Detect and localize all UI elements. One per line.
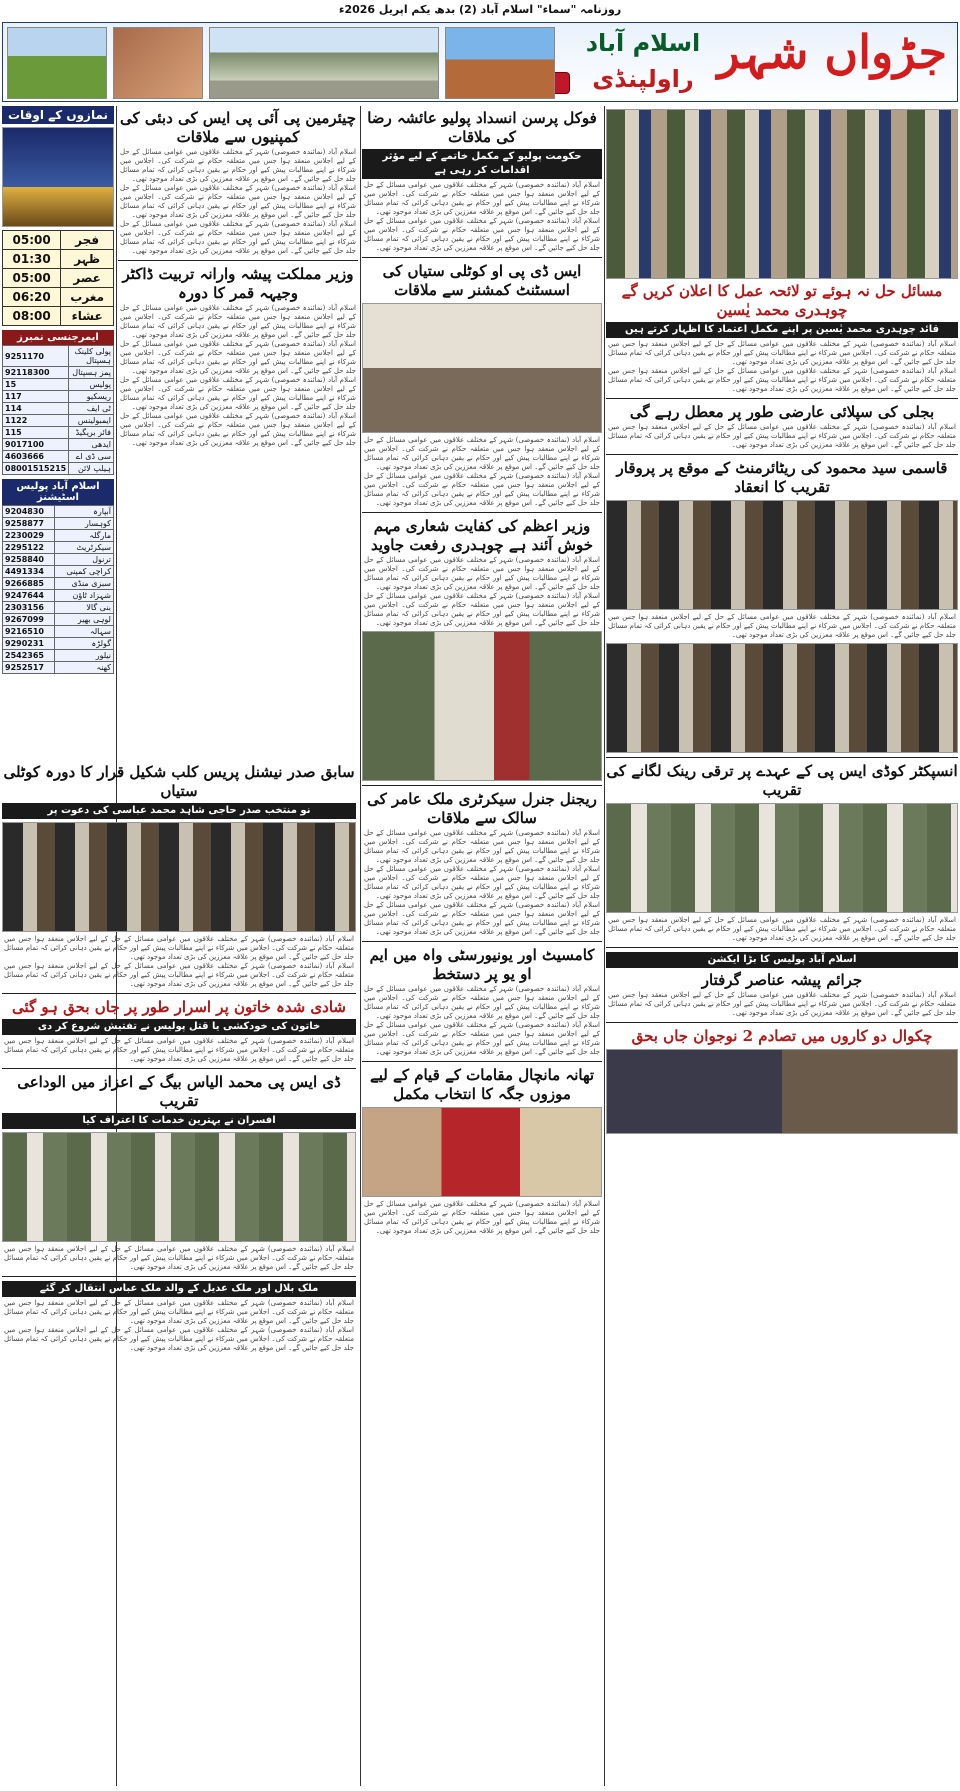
column-b [118,106,358,756]
station-number: 9290231 [3,638,55,650]
prayer-row [3,288,114,307]
prayer-name: عشاء [61,307,114,326]
news-photo [362,631,602,781]
article-text: اسلام آباد (نمائندہ خصوصی) شہر کے مختلف علاقوں میں عوامی مسائل کے حل کے لیے اجلاس منعقد ہوا جس میں متعلقہ حکام نے شرکت کی۔ اجلاس میں شرکاء نے اپنے مطالبات پیش کیے اور حکام نے یقین دہانی کرائی کہ تمام مسائل جلد حل کیے جائیں گے۔ اس موقع پر علاقہ معززین کی بڑی تعداد موجود تھی۔ [120,376,356,411]
article-text: اسلام آباد (نمائندہ خصوصی) شہر کے مختلف علاقوں میں عوامی مسائل کے حل کے لیے اجلاس منعقد ہوا جس میں متعلقہ حکام نے شرکت کی۔ اجلاس میں شرکاء نے اپنے مطالبات پیش کیے اور حکام نے یقین دہانی کرائی کہ تمام مسائل جلد حل کیے جائیں گے۔ اس موقع پر علاقہ معززین کی بڑی تعداد موجود تھی۔ [120,304,356,339]
table-row [3,578,114,590]
article-text: اسلام آباد (نمائندہ خصوصی) شہر کے مختلف علاقوں میں عوامی مسائل کے حل کے لیے اجلاس منعقد ہوا جس میں متعلقہ حکام نے شرکت کی۔ اجلاس میں شرکاء نے اپنے مطالبات پیش کیے اور حکام نے یقین دہانی کرائی کہ تمام مسائل جلد حل کیے جائیں گے۔ اس موقع پر علاقہ معززین کی بڑی تعداد موجود تھی۔ [4,1299,354,1325]
article-text: اسلام آباد (نمائندہ خصوصی) شہر کے مختلف علاقوں میں عوامی مسائل کے حل کے لیے اجلاس منعقد ہوا جس میں متعلقہ حکام نے شرکت کی۔ اجلاس میں شرکاء نے اپنے مطالبات پیش کیے اور حکام نے یقین دہانی کرائی کہ تمام مسائل جلد حل کیے جائیں گے۔ اس موقع پر علاقہ معززین کی بڑی تعداد موجود تھی۔ [364,829,600,864]
station-number: 2230029 [3,530,55,542]
headline: بجلی کی سپلائی عارضی طور پر معطل رہے گی [629,403,935,421]
station-name: کراچی کمپنی [55,566,114,578]
article-text: اسلام آباد (نمائندہ خصوصی) شہر کے مختلف علاقوں میں عوامی مسائل کے حل کے لیے اجلاس منعقد ہوا جس میں متعلقہ حکام نے شرکت کی۔ اجلاس میں شرکاء نے اپنے مطالبات پیش کیے اور حکام نے یقین دہانی کرائی کہ تمام مسائل جلد حل کیے جائیں گے۔ اس موقع پر علاقہ معززین کی بڑی تعداد موجود تھی۔ [364,181,600,216]
prayer-name: مغرب [61,288,114,307]
divider [606,757,958,758]
emergency-number: 08001515215 [3,463,69,475]
table-row [3,590,114,602]
article-text: اسلام آباد (نمائندہ خصوصی) شہر کے مختلف علاقوں میں عوامی مسائل کے حل کے لیے اجلاس منعقد ہوا جس میں متعلقہ حکام نے شرکت کی۔ اجلاس میں شرکاء نے اپنے مطالبات پیش کیے اور حکام نے یقین دہانی کرائی کہ تمام مسائل جلد حل کیے جائیں گے۔ اس موقع پر علاقہ معززین کی بڑی تعداد موجود تھی۔ [364,1200,600,1235]
table-row [3,451,114,463]
article-text: اسلام آباد (نمائندہ خصوصی) شہر کے مختلف علاقوں میں عوامی مسائل کے حل کے لیے اجلاس منعقد ہوا جس میں متعلقہ حکام نے شرکت کی۔ اجلاس میں شرکاء نے اپنے مطالبات پیش کیے اور حکام نے یقین دہانی کرائی کہ تمام مسائل جلد حل کیے جائیں گے۔ اس موقع پر علاقہ معززین کی بڑی تعداد موجود تھی۔ [608,613,956,639]
divider [362,941,602,942]
divider [2,1068,356,1069]
divider [362,257,602,258]
headline: وزیر اعظم کی کفایت شعاری مہم خوش آئند ہے چوہدری رفعت جاوید [371,517,593,554]
table-row [3,626,114,638]
prayer-row [3,269,114,288]
headline: شادی شدہ خاتون پر اسرار طور پر جاں بحق ہو گئی [12,998,346,1016]
divider [362,1061,602,1062]
station-name: ترنول [55,554,114,566]
article-text: اسلام آباد (نمائندہ خصوصی) شہر کے مختلف علاقوں میں عوامی مسائل کے حل کے لیے اجلاس منعقد ہوا جس میں متعلقہ حکام نے شرکت کی۔ اجلاس میں شرکاء نے اپنے مطالبات پیش کیے اور حکام نے یقین دہانی کرائی کہ تمام مسائل جلد حل کیے جائیں گے۔ اس موقع پر علاقہ معززین کی بڑی تعداد موجود تھی۔ [364,472,600,507]
divider [606,398,958,399]
article-text: اسلام آباد (نمائندہ خصوصی) شہر کے مختلف علاقوں میں عوامی مسائل کے حل کے لیے اجلاس منعقد ہوا جس میں متعلقہ حکام نے شرکت کی۔ اجلاس میں شرکاء نے اپنے مطالبات پیش کیے اور حکام نے یقین دہانی کرائی کہ تمام مسائل جلد حل کیے جائیں گے۔ اس موقع پر علاقہ معززین کی بڑی تعداد موجود تھی۔ [4,935,354,961]
article-text: اسلام آباد (نمائندہ خصوصی) شہر کے مختلف علاقوں میں عوامی مسائل کے حل کے لیے اجلاس منعقد ہوا جس میں متعلقہ حکام نے شرکت کی۔ اجلاس میں شرکاء نے اپنے مطالبات پیش کیے اور حکام نے یقین دہانی کرائی کہ تمام مسائل جلد حل کیے جائیں گے۔ اس موقع پر علاقہ معززین کی بڑی تعداد موجود تھی۔ [120,412,356,447]
emergency-name: ہیلپ لائن [69,463,114,475]
column-a [2,106,114,674]
news-photo [606,1049,958,1134]
prayer-name: فجر [61,231,114,250]
station-number: 9266885 [3,578,55,590]
article-text: اسلام آباد (نمائندہ خصوصی) شہر کے مختلف علاقوں میں عوامی مسائل کے حل کے لیے اجلاس منعقد ہوا جس میں متعلقہ حکام نے شرکت کی۔ اجلاس میں شرکاء نے اپنے مطالبات پیش کیے اور حکام نے یقین دہانی کرائی کہ تمام مسائل جلد حل کیے جائیں گے۔ اس موقع پر علاقہ معززین کی بڑی تعداد موجود تھی۔ [364,1021,600,1056]
article-text: اسلام آباد (نمائندہ خصوصی) شہر کے مختلف علاقوں میں عوامی مسائل کے حل کے لیے اجلاس منعقد ہوا جس میں متعلقہ حکام نے شرکت کی۔ اجلاس میں شرکاء نے اپنے مطالبات پیش کیے اور حکام نے یقین دہانی کرائی کہ تمام مسائل جلد حل کیے جائیں گے۔ اس موقع پر علاقہ معززین کی بڑی تعداد موجود تھی۔ [4,1326,354,1352]
article-text: اسلام آباد (نمائندہ خصوصی) شہر کے مختلف علاقوں میں عوامی مسائل کے حل کے لیے اجلاس منعقد ہوا جس میں متعلقہ حکام نے شرکت کی۔ اجلاس میں شرکاء نے اپنے مطالبات پیش کیے اور حکام نے یقین دہانی کرائی کہ تمام مسائل جلد حل کیے جائیں گے۔ اس موقع پر علاقہ معززین کی بڑی تعداد موجود تھی۔ [608,340,956,366]
stations-table [2,505,114,674]
emergency-name: سی ڈی اے [69,451,114,463]
article-text: اسلام آباد (نمائندہ خصوصی) شہر کے مختلف علاقوں میں عوامی مسائل کے حل کے لیے اجلاس منعقد ہوا جس میں متعلقہ حکام نے شرکت کی۔ اجلاس میں شرکاء نے اپنے مطالبات پیش کیے اور حکام نے یقین دہانی کرائی کہ تمام مسائل جلد حل کیے جائیں گے۔ اس موقع پر علاقہ معززین کی بڑی تعداد موجود تھی۔ [120,184,356,219]
prayer-table [2,230,114,326]
station-number: 9258877 [3,518,55,530]
subheadline: خاتون کی خودکشی یا قتل پولیس نے تفتیش شروع کر دی [2,1019,356,1035]
station-number: 9216510 [3,626,55,638]
headline: ایس ڈی پی او کوٹلی ستیاں کی اسسٹنٹ کمشنر سے ملاقات [382,262,582,299]
headline: فوکل پرسن انسداد پولیو عائشہ رضا کی ملاقات [367,109,597,146]
article-text: اسلام آباد (نمائندہ خصوصی) شہر کے مختلف علاقوں میں عوامی مسائل کے حل کے لیے اجلاس منعقد ہوا جس میں متعلقہ حکام نے شرکت کی۔ اجلاس میں شرکاء نے اپنے مطالبات پیش کیے اور حکام نے یقین دہانی کرائی کہ تمام مسائل جلد حل کیے جائیں گے۔ اس موقع پر علاقہ معززین کی بڑی تعداد موجود تھی۔ [364,865,600,900]
emergency-number: 92118300 [3,367,69,379]
article-text: اسلام آباد (نمائندہ خصوصی) شہر کے مختلف علاقوں میں عوامی مسائل کے حل کے لیے اجلاس منعقد ہوا جس میں متعلقہ حکام نے شرکت کی۔ اجلاس میں شرکاء نے اپنے مطالبات پیش کیے اور حکام نے یقین دہانی کرائی کہ تمام مسائل جلد حل کیے جائیں گے۔ اس موقع پر علاقہ معززین کی بڑی تعداد موجود تھی۔ [364,592,600,627]
news-photo [606,500,958,610]
prayer-time: 05:00 [3,269,61,288]
station-name: بنی گالا [55,602,114,614]
emergency-name: ریسکیو [69,391,114,403]
station-number: 9252517 [3,662,55,674]
emergency-name: پولی کلینک ہسپتال [69,346,114,367]
article-text: اسلام آباد (نمائندہ خصوصی) شہر کے مختلف علاقوں میں عوامی مسائل کے حل کے لیے اجلاس منعقد ہوا جس میں متعلقہ حکام نے شرکت کی۔ اجلاس میں شرکاء نے اپنے مطالبات پیش کیے اور حکام نے یقین دہانی کرائی کہ تمام مسائل جلد حل کیے جائیں گے۔ اس موقع پر علاقہ معززین کی بڑی تعداد موجود تھی۔ [120,340,356,375]
column-rule [604,106,605,1786]
station-number: 2542365 [3,650,55,662]
article-text: اسلام آباد (نمائندہ خصوصی) شہر کے مختلف علاقوں میں عوامی مسائل کے حل کے لیے اجلاس منعقد ہوا جس میں متعلقہ حکام نے شرکت کی۔ اجلاس میں شرکاء نے اپنے مطالبات پیش کیے اور حکام نے یقین دہانی کرائی کہ تمام مسائل جلد حل کیے جائیں گے۔ اس موقع پر علاقہ معززین کی بڑی تعداد موجود تھی۔ [608,423,956,449]
station-name: نیلور [55,650,114,662]
table-row [3,662,114,674]
table-row [3,403,114,415]
lead-photo [606,109,958,279]
emergency-number: 9017100 [3,439,69,451]
emergency-number: 1122 [3,415,69,427]
article-text: اسلام آباد (نمائندہ خصوصی) شہر کے مختلف علاقوں میں عوامی مسائل کے حل کے لیے اجلاس منعقد ہوا جس میں متعلقہ حکام نے شرکت کی۔ اجلاس میں شرکاء نے اپنے مطالبات پیش کیے اور حکام نے یقین دہانی کرائی کہ تمام مسائل جلد حل کیے جائیں گے۔ اس موقع پر علاقہ معززین کی بڑی تعداد موجود تھی۔ [608,367,956,393]
article-text: اسلام آباد (نمائندہ خصوصی) شہر کے مختلف علاقوں میں عوامی مسائل کے حل کے لیے اجلاس منعقد ہوا جس میں متعلقہ حکام نے شرکت کی۔ اجلاس میں شرکاء نے اپنے مطالبات پیش کیے اور حکام نے یقین دہانی کرائی کہ تمام مسائل جلد حل کیے جائیں گے۔ اس موقع پر علاقہ معززین کی بڑی تعداد موجود تھی۔ [364,985,600,1020]
station-name: آبپارہ [55,506,114,518]
headline: انسپکٹر کوڈی ایس پی کے عہدے پر ترقی رینک لگانے کی تقریب [606,762,958,799]
headline: قاسمی سید محمود کی ریٹائرمنٹ کے موقع پر پروقار تقریب کا انعقاد [616,459,948,496]
headline: سابق صدر نیشنل پریس کلب شکیل قرار کا دورہ کوٹلی ستیاں [3,763,355,800]
subheadline: افسران نے بہترین خدمات کا اعتراف کیا [2,1113,356,1129]
table-row [3,391,114,403]
news-photo [362,303,602,433]
dateline: روزنامہ "سماء" اسلام آباد (2) بدھ یکم اپریل 2026ء [338,3,622,16]
masthead-photo-pakistan-monument [445,27,555,99]
emergency-name: ایدھی [69,439,114,451]
table-row [3,427,114,439]
emergency-name: فائر بریگیڈ [69,427,114,439]
article-text: اسلام آباد (نمائندہ خصوصی) شہر کے مختلف علاقوں میں عوامی مسائل کے حل کے لیے اجلاس منعقد ہوا جس میں متعلقہ حکام نے شرکت کی۔ اجلاس میں شرکاء نے اپنے مطالبات پیش کیے اور حکام نے یقین دہانی کرائی کہ تمام مسائل جلد حل کیے جائیں گے۔ اس موقع پر علاقہ معززین کی بڑی تعداد موجود تھی۔ [120,148,356,183]
emergency-number: 117 [3,391,69,403]
article-text: اسلام آباد (نمائندہ خصوصی) شہر کے مختلف علاقوں میں عوامی مسائل کے حل کے لیے اجلاس منعقد ہوا جس میں متعلقہ حکام نے شرکت کی۔ اجلاس میں شرکاء نے اپنے مطالبات پیش کیے اور حکام نے یقین دہانی کرائی کہ تمام مسائل جلد حل کیے جائیں گے۔ اس موقع پر علاقہ معززین کی بڑی تعداد موجود تھی۔ [4,962,354,988]
table-row [3,602,114,614]
station-number: 9267099 [3,614,55,626]
prayer-name: ظہر [61,250,114,269]
masthead-photo-monument [113,27,203,99]
table-row [3,346,114,367]
station-name: مارگلہ [55,530,114,542]
emergency-name: پمز ہسپتال [69,367,114,379]
table-row [3,518,114,530]
table-row [3,614,114,626]
article-text: اسلام آباد (نمائندہ خصوصی) شہر کے مختلف علاقوں میں عوامی مسائل کے حل کے لیے اجلاس منعقد ہوا جس میں متعلقہ حکام نے شرکت کی۔ اجلاس میں شرکاء نے اپنے مطالبات پیش کیے اور حکام نے یقین دہانی کرائی کہ تمام مسائل جلد حل کیے جائیں گے۔ اس موقع پر علاقہ معززین کی بڑی تعداد موجود تھی۔ [120,220,356,255]
divider [2,1276,356,1277]
headline: اسلام آباد پولیس کا بڑا ایکشن [606,952,958,968]
table-row [3,379,114,391]
station-number: 2303156 [3,602,55,614]
emergency-number: 115 [3,427,69,439]
news-photo [606,643,958,753]
prayer-row [3,307,114,326]
table-row [3,554,114,566]
table-row [3,506,114,518]
table-row [3,415,114,427]
masthead-photo-metro [209,27,439,99]
column-a-lower [2,760,356,1353]
table-row [3,542,114,554]
headline: ریجنل جنرل سیکرٹری ملک عامر کی سالک سے ملاقات [367,790,597,827]
prayer-photo [2,127,114,227]
table-row [3,367,114,379]
prayer-row [3,250,114,269]
column-rule [360,106,361,1786]
station-name: کوہسار [55,518,114,530]
emergency-number: 9251170 [3,346,69,367]
stations-header: اسلام آباد پولیس اسٹیشنز [2,479,114,505]
emergency-header: ایمرجنسی نمبرز [2,330,114,345]
subheadline: جرائم پیشہ عناصر گرفتار [701,971,863,989]
emergency-name: ٹی ایف [69,403,114,415]
news-photo [362,1107,602,1197]
emergency-number: 15 [3,379,69,391]
masthead [2,22,958,102]
divider [362,512,602,513]
article-text: اسلام آباد (نمائندہ خصوصی) شہر کے مختلف علاقوں میں عوامی مسائل کے حل کے لیے اجلاس منعقد ہوا جس میں متعلقہ حکام نے شرکت کی۔ اجلاس میں شرکاء نے اپنے مطالبات پیش کیے اور حکام نے یقین دہانی کرائی کہ تمام مسائل جلد حل کیے جائیں گے۔ اس موقع پر علاقہ معززین کی بڑی تعداد موجود تھی۔ [364,217,600,252]
subheadline: حکومت پولیو کے مکمل خاتمے کے لیے مؤثر اقدامات کر رہی ہے [362,149,602,179]
table-row [3,638,114,650]
station-name: سبزی منڈی [55,578,114,590]
headline: ملک بلال اور ملک عدیل کے والد ملک عباس انتقال کر گئے [2,1281,356,1297]
station-number: 4491334 [3,566,55,578]
headline: تھانہ مانچال مقامات کے قیام کے لیے موزوں جگہ کا انتخاب مکمل [369,1066,595,1103]
divider [118,260,358,261]
article-text: اسلام آباد (نمائندہ خصوصی) شہر کے مختلف علاقوں میں عوامی مسائل کے حل کے لیے اجلاس منعقد ہوا جس میں متعلقہ حکام نے شرکت کی۔ اجلاس میں شرکاء نے اپنے مطالبات پیش کیے اور حکام نے یقین دہانی کرائی کہ تمام مسائل جلد حل کیے جائیں گے۔ اس موقع پر علاقہ معززین کی بڑی تعداد موجود تھی۔ [4,1037,354,1063]
prayer-name: عصر [61,269,114,288]
divider [362,785,602,786]
headline: کامسیٹ اور یونیورسٹی واہ میں ایم او یو پر دستخط [369,946,595,983]
divider [606,947,958,948]
article-text: اسلام آباد (نمائندہ خصوصی) شہر کے مختلف علاقوں میں عوامی مسائل کے حل کے لیے اجلاس منعقد ہوا جس میں متعلقہ حکام نے شرکت کی۔ اجلاس میں شرکاء نے اپنے مطالبات پیش کیے اور حکام نے یقین دہانی کرائی کہ تمام مسائل جلد حل کیے جائیں گے۔ اس موقع پر علاقہ معززین کی بڑی تعداد موجود تھی۔ [364,556,600,591]
emergency-name: ایمبولینس [69,415,114,427]
table-row [3,650,114,662]
station-number: 2295122 [3,542,55,554]
article-text: اسلام آباد (نمائندہ خصوصی) شہر کے مختلف علاقوں میں عوامی مسائل کے حل کے لیے اجلاس منعقد ہوا جس میں متعلقہ حکام نے شرکت کی۔ اجلاس میں شرکاء نے اپنے مطالبات پیش کیے اور حکام نے یقین دہانی کرائی کہ تمام مسائل جلد حل کیے جائیں گے۔ اس موقع پر علاقہ معززین کی بڑی تعداد موجود تھی۔ [4,1245,354,1271]
emergency-name: پولیس [69,379,114,391]
news-photo [606,803,958,913]
lead-subheadline: قائد چوہدری محمد یٰسین پر اپنے مکمل اعتماد کا اظہار کرتے ہیں [606,322,958,338]
prayer-time: 08:00 [3,307,61,326]
prayer-time: 05:00 [3,231,61,250]
prayer-time: 01:30 [3,250,61,269]
divider [606,454,958,455]
divider [2,993,356,994]
station-name: شہزاد ٹاؤن [55,590,114,602]
emergency-number: 4603666 [3,451,69,463]
article-text: اسلام آباد (نمائندہ خصوصی) شہر کے مختلف علاقوں میں عوامی مسائل کے حل کے لیے اجلاس منعقد ہوا جس میں متعلقہ حکام نے شرکت کی۔ اجلاس میں شرکاء نے اپنے مطالبات پیش کیے اور حکام نے یقین دہانی کرائی کہ تمام مسائل جلد حل کیے جائیں گے۔ اس موقع پر علاقہ معززین کی بڑی تعداد موجود تھی۔ [608,916,956,942]
emergency-table [2,345,114,475]
table-row [3,566,114,578]
article-text: اسلام آباد (نمائندہ خصوصی) شہر کے مختلف علاقوں میں عوامی مسائل کے حل کے لیے اجلاس منعقد ہوا جس میں متعلقہ حکام نے شرکت کی۔ اجلاس میں شرکاء نے اپنے مطالبات پیش کیے اور حکام نے یقین دہانی کرائی کہ تمام مسائل جلد حل کیے جائیں گے۔ اس موقع پر علاقہ معززین کی بڑی تعداد موجود تھی۔ [608,991,956,1017]
column-d [606,106,958,1137]
article-text: اسلام آباد (نمائندہ خصوصی) شہر کے مختلف علاقوں میں عوامی مسائل کے حل کے لیے اجلاس منعقد ہوا جس میں متعلقہ حکام نے شرکت کی۔ اجلاس میں شرکاء نے اپنے مطالبات پیش کیے اور حکام نے یقین دہانی کرائی کہ تمام مسائل جلد حل کیے جائیں گے۔ اس موقع پر علاقہ معززین کی بڑی تعداد موجود تھی۔ [364,436,600,471]
column-c [362,106,602,1236]
subheadline: نو منتخب صدر حاجی شاہد محمد عباسی کی دعوت پر [2,803,356,819]
news-photo [2,1132,356,1242]
news-photo [2,822,356,932]
station-number: 9258840 [3,554,55,566]
emergency-number: 114 [3,403,69,415]
prayer-header: نمازوں کے اوقات [2,106,114,124]
table-row [3,530,114,542]
prayer-row [3,231,114,250]
station-name: لوہی بھیر [55,614,114,626]
lead-headline: مسائل حل نہ ہوئے تو لائحہ عمل کا اعلان کریں گے چوہدری محمد یٰسین [621,282,943,319]
masthead-photo-faisal-mosque [7,27,107,99]
station-name: گولڑہ [55,638,114,650]
headline: چیئرمین پی آئی پی ایس کی دبئی کی کمپنیوں سے ملاقات [120,109,356,146]
headline: ڈی ایس پی محمد الیاس بیگ کے اعزاز میں الوداعی تقریب [17,1073,341,1110]
station-name: کھنہ [55,662,114,674]
masthead-city-islamabad: اسلام آباد [585,29,701,57]
article-text: اسلام آباد (نمائندہ خصوصی) شہر کے مختلف علاقوں میں عوامی مسائل کے حل کے لیے اجلاس منعقد ہوا جس میں متعلقہ حکام نے شرکت کی۔ اجلاس میں شرکاء نے اپنے مطالبات پیش کیے اور حکام نے یقین دہانی کرائی کہ تمام مسائل جلد حل کیے جائیں گے۔ اس موقع پر علاقہ معززین کی بڑی تعداد موجود تھی۔ [364,901,600,936]
station-name: سہالہ [55,626,114,638]
prayer-time: 06:20 [3,288,61,307]
station-number: 9204830 [3,506,55,518]
headline: وزیر مملکت پیشہ وارانہ تربیت ڈاکٹر وجیہہ قمر کا دورہ [122,265,354,302]
masthead-title: جڑواں شہر [717,25,947,79]
table-row [3,439,114,451]
masthead-city-rawalpindi: راولپنڈی [592,65,694,93]
headline: چکوال دو کاروں میں تصادم 2 نوجوان جاں بحق [631,1027,933,1045]
table-row [3,463,114,475]
divider [606,1022,958,1023]
station-name: سیکرٹریٹ [55,542,114,554]
station-number: 9247644 [3,590,55,602]
